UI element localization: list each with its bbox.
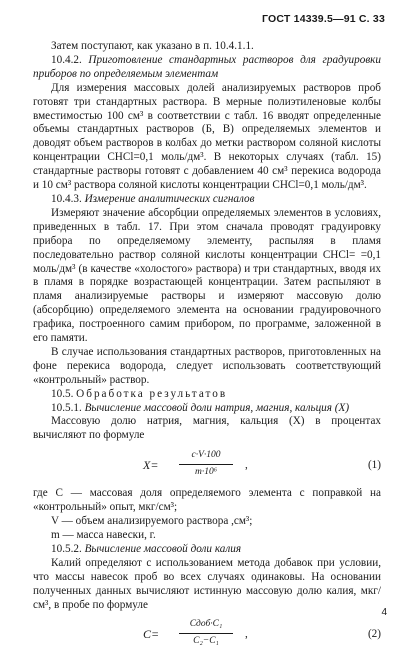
paragraph-p3: Для измерения массовых долей анализируемых растворов проб готовят три стандартных раствора. В мерные полиэтиленовые колбы вместимостью 100 см³ в соответствии с табл. 16 вводят определенные объемы стандартных растворов (Б, В) определяемых элементов и доводят объем растворов в колбах до метки раствором соляной кислоты концентрации CHCl=0,1 моль/дм³. В некоторых случаях (табл. 15) стандартные растворы готовят с добавлением 40 см³ перекиса водорода и 10 см³ раствора соляной кислоты концентрации CHCl=0,1 моль/дм³. (33, 81, 381, 192)
section-heading-10-5-2 (33, 543, 381, 557)
section-number: 10.4.2. (51, 53, 82, 66)
formula-fraction (179, 449, 233, 480)
formula-denominator: m·10⁶ (194, 467, 218, 478)
formula-1 (33, 449, 381, 483)
equation-number: (2) (367, 628, 381, 641)
paragraph-p6: В случае использования стандартных растворов, приготовленных на фоне перекиса водорода, следует использовать соответствующий «контрольный» раствор. (33, 345, 381, 386)
formula-fraction (179, 618, 233, 649)
paragraph-p1: Затем поступают, как указано в п. 10.4.1.1. (51, 40, 254, 52)
section-number: 10.5.1. (51, 401, 82, 414)
document-body (33, 40, 381, 656)
formula-2 (33, 618, 381, 652)
formula-lhs: C= (143, 627, 160, 642)
section-number: 10.5. (51, 387, 74, 400)
paragraph-p14: Калий определяют с использованием метода добавок при условии, что массы навесок проб во всех случаях одинаковы. На основании полученных данных вычисляют истинную массовую долю калия, мкг/см³, в пробе по формуле (33, 556, 381, 611)
section-heading-10-5 (33, 388, 381, 402)
page-number: 4 (381, 607, 387, 618)
formula-numerator: c·V·100 (179, 449, 233, 465)
formula-denominator: C₂−C₁ (193, 636, 219, 647)
section-heading-10-5-1 (33, 402, 381, 416)
paragraph-p12: m — масса навески, г. (51, 529, 156, 541)
section-title: Приготовление стандартных растворов для градуировки приборов по определяемым элементам (33, 53, 382, 80)
formula-lhs: X= (143, 458, 159, 473)
section-number: 10.5.2. (51, 542, 82, 555)
paragraph-p9: Массовую долю натрия, магния, кальция (X) в процентах вычисляют по формуле (33, 415, 381, 442)
formula-comma: , (245, 628, 248, 641)
formula-numerator: Cдоб·C₁ (179, 618, 233, 634)
section-number: 10.4.3. (51, 192, 82, 205)
section-title: Вычисление массовой доли натрия, магния, кальция (X) (84, 401, 350, 414)
section-title: Обработка результатов (76, 387, 228, 400)
section-heading-10-4-3 (33, 193, 381, 207)
formula-comma: , (245, 459, 248, 472)
page-header: ГОСТ 14339.5—91 С. 33 (262, 13, 385, 25)
equation-number: (1) (367, 459, 381, 472)
section-title: Вычисление массовой доли калия (84, 542, 242, 555)
paragraph-p5: Измеряют значение абсорбции определяемых элементов в условиях, приведенных в табл. 17. При этом сначала проводят градуировку прибора по определяемому элементу, распыляя в пламя последовательно раствор соляной кислоты концентрации CHCl= =0,1 моль/дм³ (в качестве «холостого» раствора) и три стандартных, вводя их в пламя в порядке возрастающей концентрации. Затем распыляют в пламя анализируемые растворы и измеряют массовую долю (абсорбцию) определяемого элемента на основании градуировочного графика, построенного самим прибором, по программе, заложенной в его памяти. (33, 206, 381, 345)
paragraph-p11: V — объем анализируемого раствора ,см³; (51, 515, 253, 528)
section-title: Измерение аналитических сигналов (84, 192, 255, 205)
paragraph-p10: где C — массовая доля определяемого элемента с поправкой на «контрольный» опыт, мкг/см³; (33, 487, 381, 514)
section-heading-10-4-2 (33, 54, 381, 82)
